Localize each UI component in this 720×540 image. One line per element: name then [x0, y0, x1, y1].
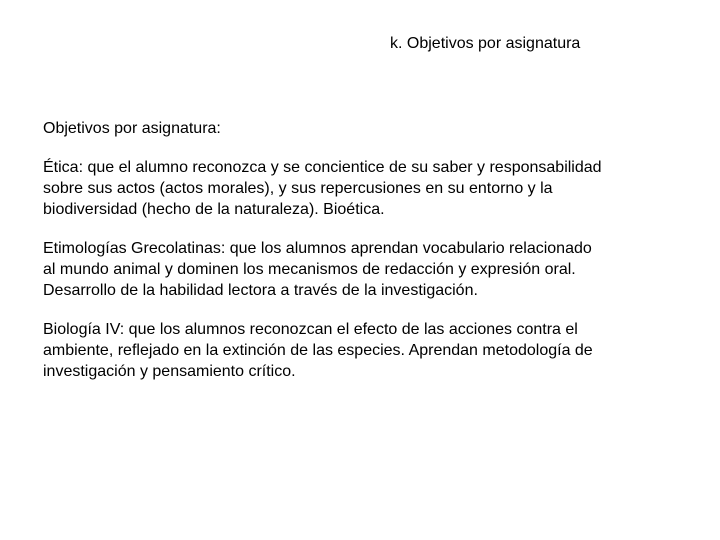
slide-title: k. Objetivos por asignatura	[390, 35, 581, 52]
paragraph-line: Ética: que el alumno reconozca y se concientice de su saber y responsabilidad	[43, 159, 602, 176]
paragraph-line: Desarrollo de la habilidad lectora a través de la investigación.	[43, 282, 478, 299]
paragraph-line: investigación y pensamiento crítico.	[43, 363, 296, 380]
slide-body	[43, 118, 683, 400]
objective-etimologias	[43, 238, 683, 301]
paragraph-line: Etimologías Grecolatinas: que los alumnos aprendan vocabulario relacionado	[43, 240, 592, 257]
paragraph-line: al mundo animal y dominen los mecanismos de redacción y expresión oral.	[43, 261, 576, 278]
paragraph-line: sobre sus actos (actos morales), y sus repercusiones en su entorno y la	[43, 180, 553, 197]
paragraph-line: biodiversidad (hecho de la naturaleza). Bioética.	[43, 201, 385, 218]
section-heading: Objetivos por asignatura:	[43, 120, 221, 137]
objective-biologia	[43, 319, 683, 382]
paragraph-line: Biología IV: que los alumnos reconozcan el efecto de las acciones contra el	[43, 321, 578, 338]
paragraph-line: ambiente, reflejado en la extinción de las especies. Aprendan metodología de	[43, 342, 593, 359]
objective-etica	[43, 157, 683, 220]
